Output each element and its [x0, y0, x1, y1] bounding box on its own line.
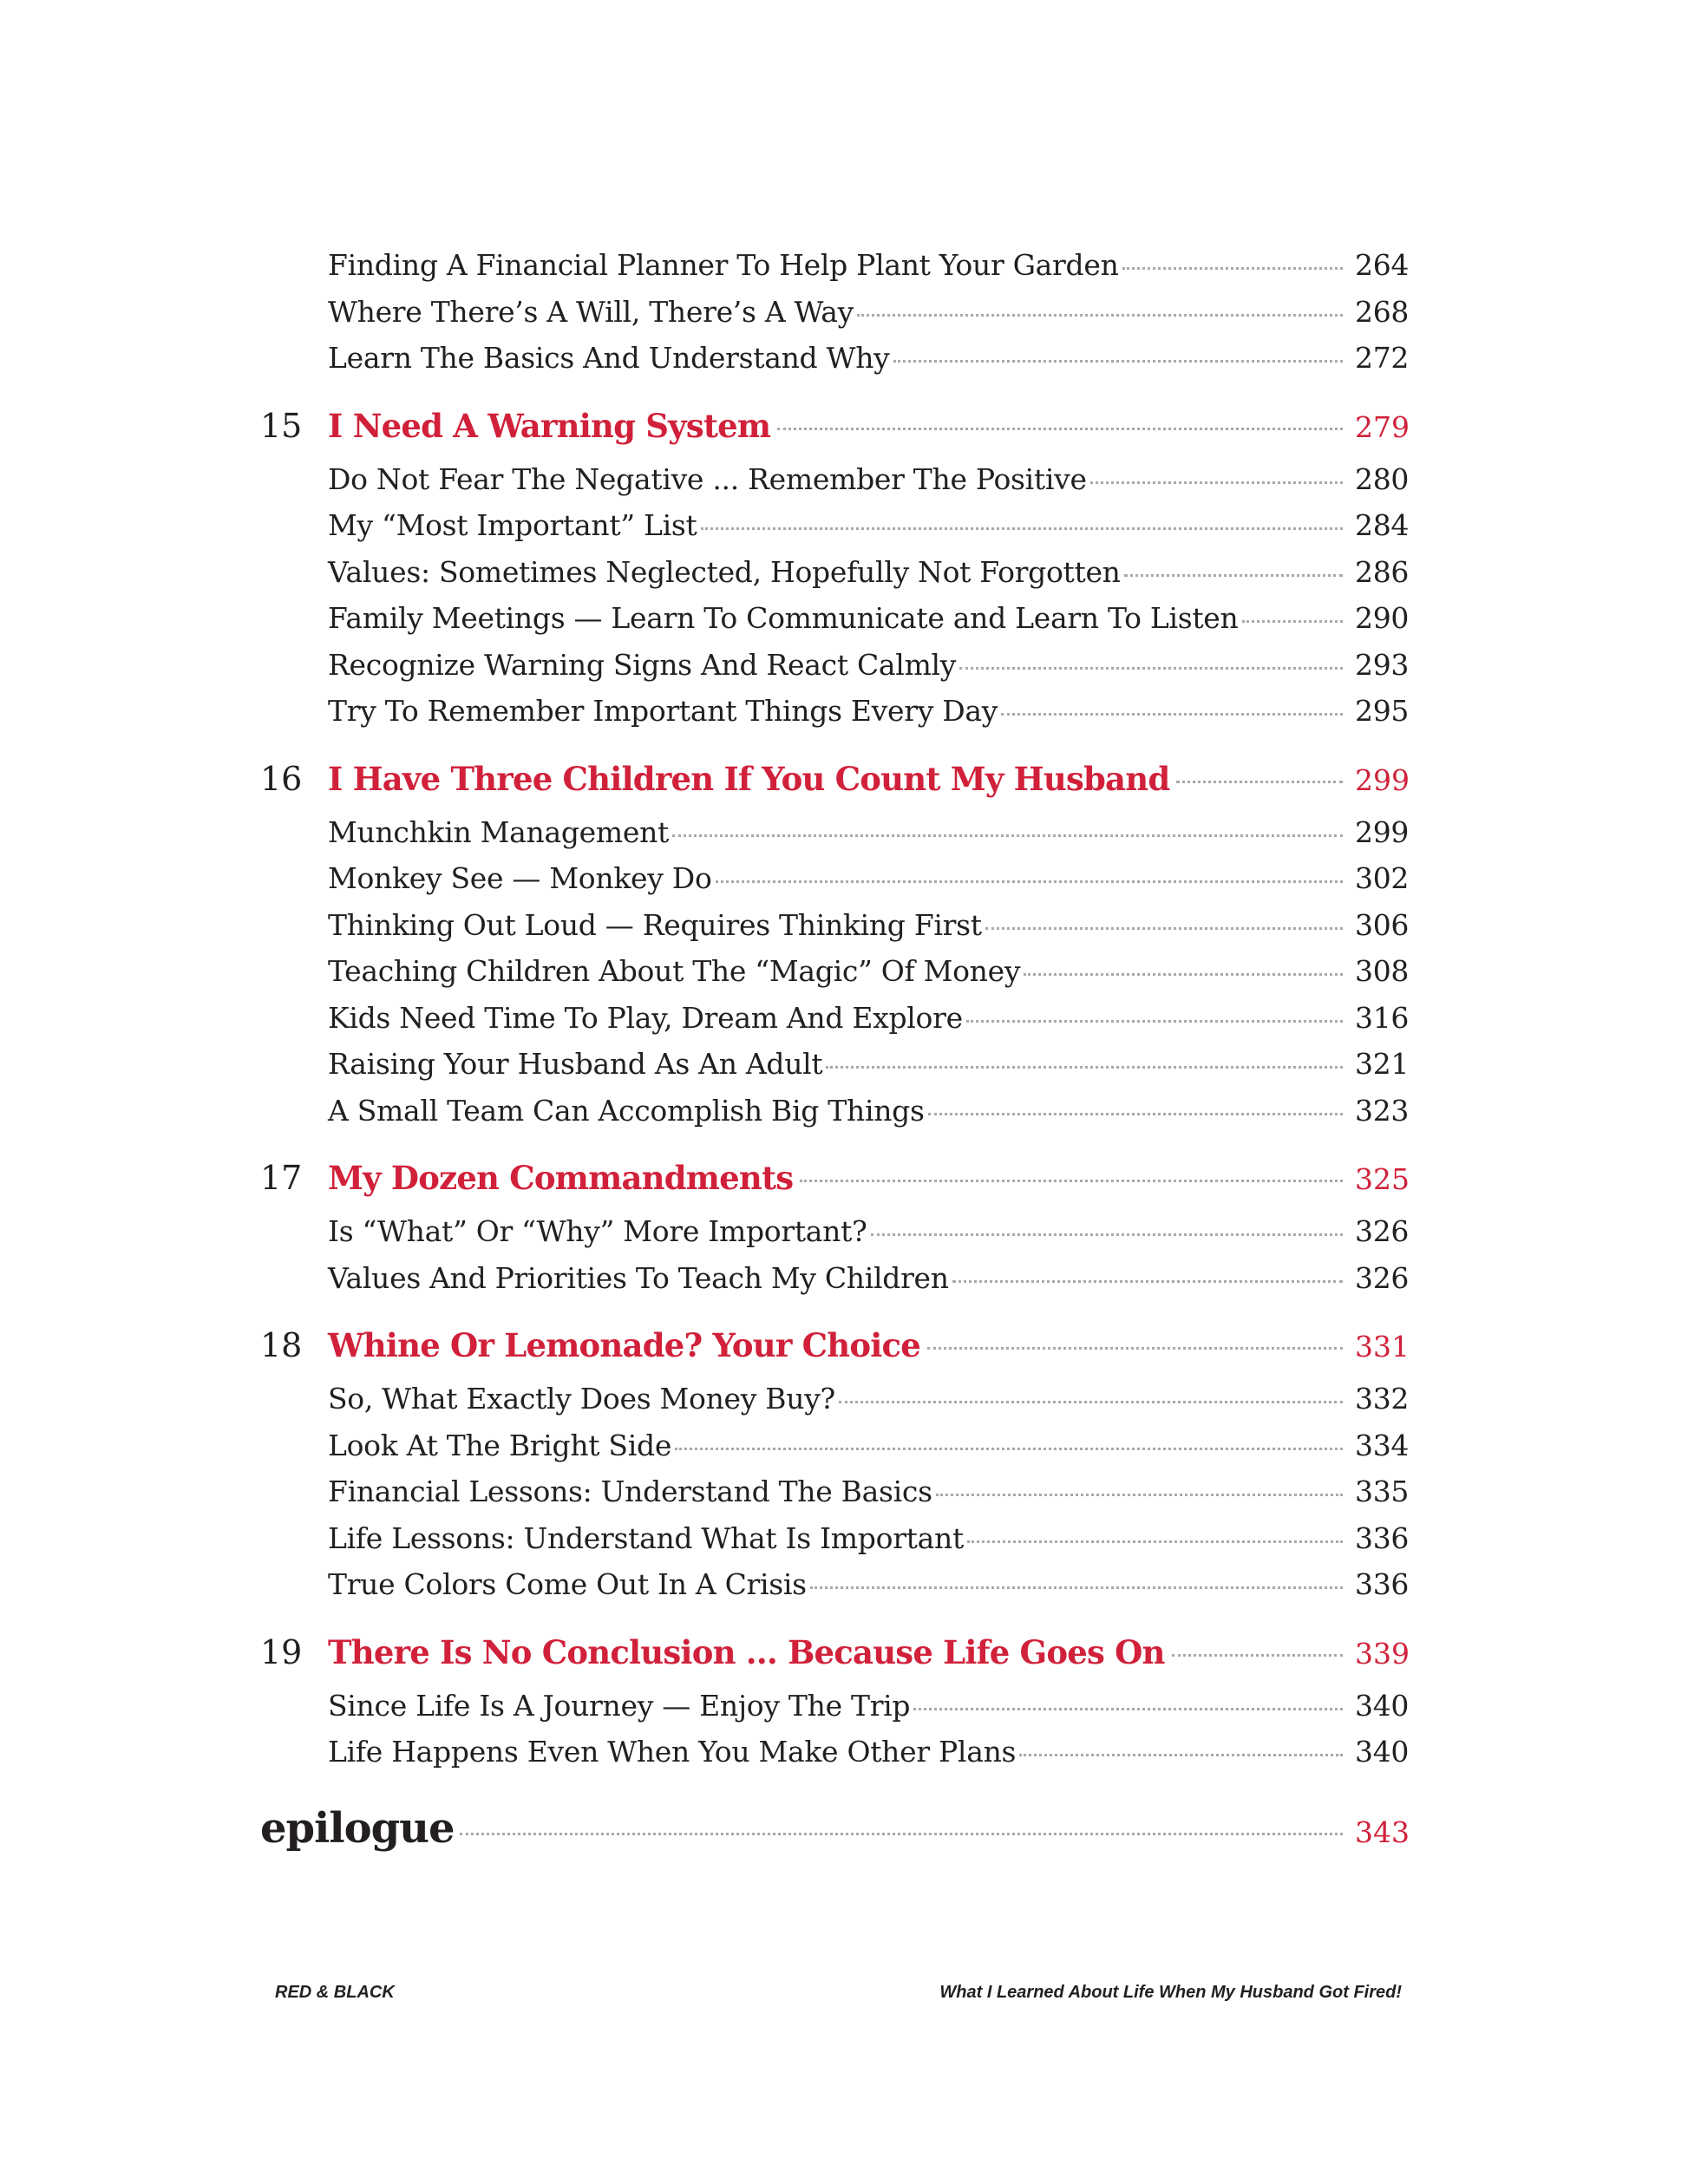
toc-entry-title: Recognize Warning Signs And React Calmly [328, 647, 957, 682]
toc-entry[interactable] [328, 1688, 1410, 1736]
toc-entry-page: 264 [1355, 248, 1410, 282]
toc-entry-page: 326 [1355, 1214, 1410, 1248]
toc-entry-page: 334 [1355, 1428, 1410, 1462]
table-of-contents [260, 248, 1410, 1873]
dot-leader [928, 1113, 1343, 1115]
toc-entry-title: Is “What” Or “Why” More Important? [328, 1214, 867, 1248]
toc-entry[interactable] [328, 954, 1410, 1001]
toc-entry-page: 268 [1355, 294, 1410, 329]
chapter-title: I Need A Warning System [328, 406, 771, 445]
dot-leader [716, 880, 1343, 883]
chapter-heading-16[interactable] [260, 759, 1410, 815]
toc-entry-page: 290 [1355, 601, 1410, 635]
toc-entry-title: Try To Remember Important Things Every Day [328, 694, 998, 728]
dot-leader [460, 1833, 1343, 1835]
toc-entry-page: 321 [1355, 1047, 1410, 1081]
toc-entry-page: 302 [1355, 861, 1410, 895]
dot-leader [1172, 1654, 1343, 1657]
chapter-page: 325 [1355, 1162, 1410, 1196]
toc-entry[interactable] [328, 1735, 1410, 1782]
toc-entry-title: Look At The Bright Side [328, 1428, 672, 1462]
toc-entry-title: Family Meetings — Learn To Communicate and Learn To Listen [328, 601, 1239, 635]
toc-entry-title: Since Life Is A Journey — Enjoy The Trip [328, 1688, 911, 1723]
toc-entry[interactable] [328, 341, 1410, 388]
dot-leader [927, 1347, 1343, 1350]
toc-entry-page: 295 [1355, 694, 1410, 728]
toc-entry[interactable] [328, 694, 1410, 741]
toc-entry[interactable] [328, 1428, 1410, 1475]
dot-leader [826, 1066, 1343, 1069]
chapter-heading-18[interactable] [260, 1326, 1410, 1382]
chapter-title: I Have Three Children If You Count My Husband [328, 759, 1170, 798]
dot-leader [675, 1448, 1343, 1450]
dot-leader [1024, 973, 1343, 976]
dot-leader [913, 1708, 1343, 1710]
chapter-heading-15[interactable] [260, 406, 1410, 462]
toc-entry[interactable] [328, 814, 1410, 862]
toc-entry-page: 336 [1355, 1520, 1410, 1555]
toc-entry-title: True Colors Come Out In A Crisis [328, 1567, 807, 1601]
toc-entry-page: 293 [1355, 647, 1410, 682]
toc-entry-page: 323 [1355, 1093, 1410, 1128]
epilogue-title: epilogue [260, 1803, 455, 1853]
dot-leader [1122, 267, 1343, 270]
toc-entry-title: Monkey See — Monkey Do [328, 861, 712, 895]
dot-leader [800, 1180, 1343, 1182]
epilogue-entry[interactable] [260, 1803, 1410, 1873]
dot-leader [936, 1494, 1343, 1496]
chapter-heading-17[interactable] [260, 1159, 1410, 1214]
chapter-number: 15 [260, 406, 303, 445]
toc-entry[interactable] [328, 294, 1410, 342]
toc-entry-page: 284 [1355, 508, 1410, 542]
toc-entry-page: 340 [1355, 1735, 1410, 1769]
chapter-heading-19[interactable] [260, 1632, 1410, 1689]
footer-book-title: What I Learned About Life When My Husband Got Fired! [939, 1983, 1402, 2002]
dot-leader [1176, 781, 1343, 783]
toc-entry-title: Life Happens Even When You Make Other Plans [328, 1735, 1017, 1769]
toc-entry[interactable] [328, 1382, 1410, 1429]
dot-leader [893, 360, 1344, 363]
toc-entry-page: 326 [1355, 1260, 1410, 1295]
footer-publisher: RED & BLACK [275, 1983, 395, 2002]
toc-entry-page: 286 [1355, 554, 1410, 589]
toc-entry-title: Where There’s A Will, There’s A Way [328, 294, 854, 329]
toc-entry-title: Life Lessons: Understand What Is Important [328, 1520, 964, 1555]
dot-leader [1001, 713, 1343, 716]
toc-entry-page: 336 [1355, 1567, 1410, 1601]
dot-leader [810, 1586, 1343, 1589]
toc-entry[interactable] [328, 508, 1410, 555]
toc-entry[interactable] [328, 1475, 1410, 1521]
toc-entry[interactable] [328, 601, 1410, 648]
toc-entry-page: 340 [1355, 1688, 1410, 1723]
dot-leader [952, 1280, 1343, 1283]
toc-entry-page: 306 [1355, 907, 1410, 942]
chapter-page: 299 [1355, 762, 1410, 797]
dot-leader [701, 527, 1343, 530]
dot-leader [1090, 481, 1343, 484]
toc-entry[interactable] [328, 1047, 1410, 1094]
dot-leader [985, 927, 1343, 930]
chapter-title: My Dozen Commandments [328, 1159, 794, 1197]
toc-entry-title: Values And Priorities To Teach My Children [328, 1260, 949, 1295]
chapter-title: Whine Or Lemonade? Your Choice [328, 1326, 920, 1364]
dot-leader [1124, 574, 1343, 577]
dot-leader [839, 1401, 1343, 1403]
dot-leader [966, 1020, 1343, 1023]
dot-leader [857, 314, 1343, 317]
toc-entry-page: 299 [1355, 814, 1410, 849]
toc-entry-page: 280 [1355, 461, 1410, 496]
toc-entry[interactable] [328, 1214, 1410, 1261]
dot-leader [959, 667, 1343, 670]
chapter-number: 19 [260, 1632, 303, 1671]
toc-entry-title: Kids Need Time To Play, Dream And Explore [328, 1000, 963, 1035]
chapter-page: 331 [1355, 1330, 1410, 1363]
chapter-number: 18 [260, 1326, 303, 1364]
dot-leader [777, 428, 1343, 430]
toc-entry[interactable] [328, 1567, 1410, 1614]
toc-entry[interactable] [328, 1260, 1410, 1308]
dot-leader [1019, 1754, 1343, 1756]
toc-entry-title: So, What Exactly Does Money Buy? [328, 1382, 835, 1416]
toc-entry-title: A Small Team Can Accomplish Big Things [328, 1093, 925, 1128]
toc-entry-page: 308 [1355, 954, 1410, 988]
chapter-page: 339 [1355, 1636, 1410, 1671]
toc-entry-title: Thinking Out Loud — Requires Thinking First [328, 907, 982, 942]
chapter-title: There Is No Conclusion ... Because Life Goes On [328, 1632, 1165, 1671]
toc-entry-title: Learn The Basics And Understand Why [328, 341, 890, 375]
toc-entry-page: 272 [1355, 341, 1410, 375]
chapter-page: 279 [1355, 409, 1410, 444]
toc-entry-page: 332 [1355, 1382, 1410, 1416]
toc-entry-title: Do Not Fear The Negative ... Remember The Positive [328, 461, 1087, 496]
toc-entry-page: 316 [1355, 1000, 1410, 1035]
toc-entry[interactable] [328, 907, 1410, 955]
dot-leader [1242, 620, 1344, 623]
toc-entry-title: Values: Sometimes Neglected, Hopefully Not Forgotten [328, 554, 1121, 589]
chapter-number: 17 [260, 1159, 303, 1197]
toc-entry[interactable] [328, 248, 1410, 295]
toc-entry-title: Raising Your Husband As An Adult [328, 1047, 823, 1081]
toc-entry-title: Teaching Children About The “Magic” Of Money [328, 954, 1021, 988]
chapter-number: 16 [260, 759, 303, 798]
toc-entry[interactable] [328, 647, 1410, 695]
toc-entry[interactable] [328, 554, 1410, 602]
toc-entry-page: 335 [1355, 1475, 1410, 1508]
dot-leader [871, 1233, 1344, 1236]
toc-entry-title: Munchkin Management [328, 814, 670, 849]
toc-entry[interactable] [328, 1520, 1410, 1568]
dot-leader [672, 834, 1343, 837]
toc-entry[interactable] [328, 1093, 1410, 1141]
toc-entry-title: My “Most Important” List [328, 508, 697, 542]
epilogue-page: 343 [1355, 1815, 1410, 1849]
dot-leader [967, 1540, 1343, 1543]
toc-entry[interactable] [328, 1000, 1410, 1048]
toc-entry-title: Financial Lessons: Understand The Basics [328, 1475, 932, 1508]
toc-entry[interactable] [328, 861, 1410, 908]
toc-entry[interactable] [328, 461, 1410, 509]
toc-entry-title: Finding A Financial Planner To Help Plant Your Garden [328, 248, 1119, 282]
